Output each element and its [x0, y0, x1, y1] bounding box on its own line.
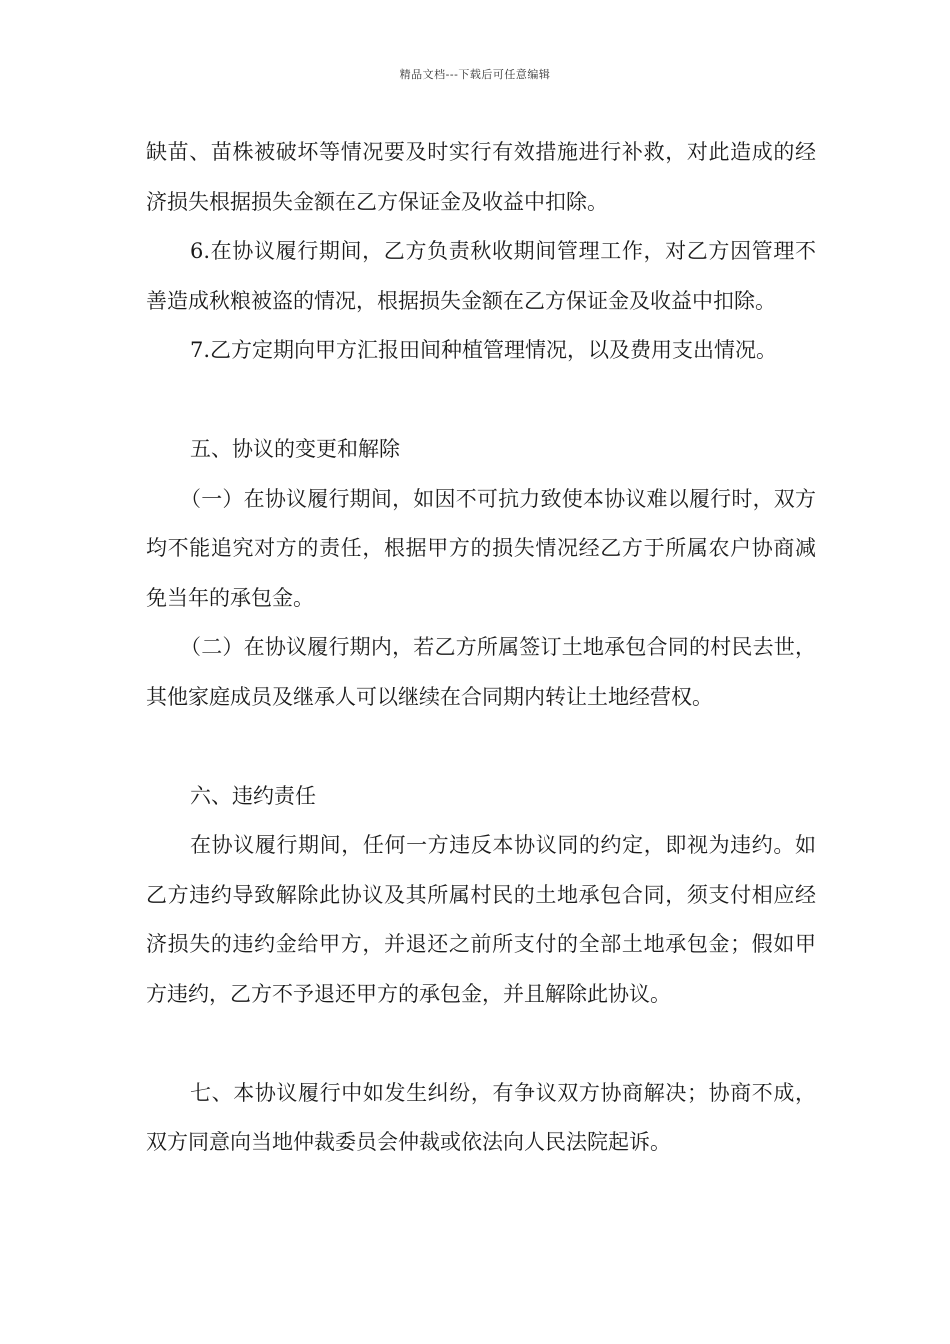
section-gap: [146, 1019, 816, 1069]
page-header: 精品文档---下载后可任意编辑: [399, 68, 551, 81]
section-6-body: 在协议履行期间，任何一方违反本协议同的约定，即视为违约。如乙方违约导致解除此协议及其所属村民的土地承包合同，须支付相应经济损失的违约金给甲方，并退还之前所支付的全部土地承包金；假如甲方违约，乙方不予退还甲方的承包金，并且解除此协议。: [146, 833, 816, 1006]
section-5-heading: 五、协议的变更和解除: [190, 437, 400, 461]
section-gap: [146, 722, 816, 772]
section-7-body: 七、本协议履行中如发生纠纷，有争议双方协商解决；协商不成，双方同意向当地仲裁委员会仲裁或依法向人民法院起诉。: [146, 1080, 816, 1154]
paragraph-item-7: 7.乙方定期向甲方汇报田间种植管理情况，以及费用支出情况。: [190, 338, 778, 362]
section-5-item-2: （二）在协议履行期内，若乙方所属签订土地承包合同的村民去世，其他家庭成员及继承人可以继续在合同期内转让土地经营权。: [146, 635, 816, 709]
section-5-item-1: （一）在协议履行期间，如因不可抗力致使本协议难以履行时，双方均不能追究对方的责任，根据甲方的损失情况经乙方于所属农户协商减免当年的承包金。: [146, 486, 816, 610]
section-gap: [146, 376, 816, 426]
paragraph-continuation: 缺苗、苗株被破坏等情况要及时实行有效措施进行补救，对此造成的经济损失根据损失金额在乙方保证金及收益中扣除。: [146, 140, 816, 214]
paragraph-item-6: 6.在协议履行期间，乙方负责秋收期间管理工作，对乙方因管理不善造成秋粮被盗的情况，根据损失金额在乙方保证金及收益中扣除。: [146, 239, 816, 313]
document-body: [146, 128, 816, 1168]
section-6-heading: 六、违约责任: [190, 783, 316, 808]
